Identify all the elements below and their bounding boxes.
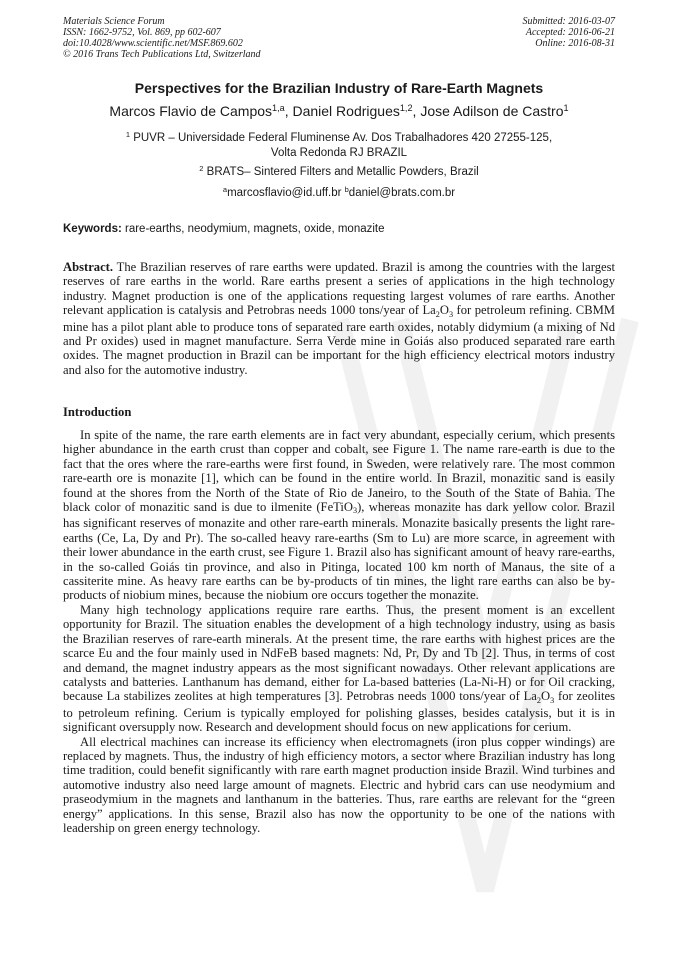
keywords-label: Keywords: — [63, 223, 122, 235]
affiliation-1 — [0, 131, 678, 160]
paragraph-text: for zeolites to petroleum refining. Cerium is typically employed for polishing glasses, besides catalysis, but it is in significant oversupply now. Research and development should focus on new applications for cerium. — [63, 689, 615, 735]
abstract — [63, 260, 615, 377]
journal-name: Materials Science Forum — [63, 16, 165, 27]
email-mark: a — [222, 185, 228, 195]
author-separator: , — [284, 103, 293, 119]
author-name: Marcos Flavio de Campos — [109, 103, 273, 119]
affiliation-text: PUVR – Universidade Federal Fluminense Av. Dos Trabalhadores 420 27255-125, — [130, 132, 553, 144]
subscript: 2 — [435, 309, 440, 319]
affiliation-text: BRATS– Sintered Filters and Metallic Powders, Brazil — [203, 166, 479, 178]
email-address: daniel@brats.com.br — [348, 187, 456, 199]
doi-line: doi:10.4028/www.scientific.net/MSF.869.602 — [63, 38, 243, 49]
author-name: Daniel Rodrigues — [292, 103, 400, 119]
affiliation-number: 2 — [199, 164, 204, 174]
abstract-text: The Brazilian reserves of rare earths were updated. Brazil is among the countries with the largest reserves of rare earths in the world. Rare earths present a series of applications in the high technology industry. Magnet production is one of the applications requesting largest volumes of rare earths. Another relevant application is catalysis and Petrobras needs 1000 tons/year of La — [63, 260, 615, 318]
subscript: 3 — [353, 506, 358, 516]
subscript: 3 — [448, 309, 454, 319]
email-mark: b — [344, 185, 349, 195]
journal-info — [63, 16, 261, 60]
author-name: Jose Adilson de Castro — [420, 103, 564, 119]
author-affiliation-mark: 1,2 — [399, 103, 413, 114]
affiliation-number: 1 — [125, 130, 131, 140]
paragraph-text: O — [540, 689, 551, 704]
submitted-date: Submitted: 2016-03-07 — [522, 16, 615, 27]
email-address: marcosflavio@id.uff.br — [227, 187, 345, 199]
section-heading-introduction: Introduction — [63, 405, 132, 419]
submission-dates — [523, 16, 616, 49]
paper-title: Perspectives for the Brazilian Industry of Rare-Earth Magnets — [134, 80, 544, 96]
paragraph-text: Many high technology applications require rare earths. Thus, the present moment is an excellent opportunity for Brazil. The situation enables the development of a high technology industry, using as basis the Brazilian reserves of rare-earth minerals. At the present time, the rare earths with highest prices are the scarce Eu and the four mainly used in NdFeB based magnets: Nd, Pr, Dy and Tb [2]. Thus, in terms of cost and demand, the magnet industry appears as the most significant nowadays. Other relevant applications are catalysts and batteries. Lanthanum has demand, either for La-based batteries (La-Ni-H) or for Oil cracking, because La stabilizes zeolites at high temperatures [3]. Petrobras needs 1000 tons/year of La — [63, 602, 615, 704]
introduction-body — [63, 428, 615, 835]
issn-line: ISSN: 1662-9752, Vol. 869, pp 602-607 — [63, 27, 221, 38]
copyright-line: © 2016 Trans Tech Publications Ltd, Switzerland — [63, 49, 261, 60]
accepted-date: Accepted: 2016-06-21 — [525, 27, 615, 38]
paragraph-text: In spite of the name, the rare earth elements are in fact very abundant, especially cerium, which presents higher abundance in the earth crust than copper and cobalt, see Figure 1. The name rare-earth is due to the fact that the ores where the rare-earths were first found, in Sweden, were relatively rare. The most common rare-earth ore is monazite [1], which can be found in the entire world. In Brazil, monazitic sand is easily found at the shores from the North of the State of Rio de Janeiro, to the South of the State of Bahia. The black color of monazitic sand is due to ilmenite (FeTiO — [63, 428, 615, 515]
abstract-label: Abstract. — [63, 260, 114, 274]
author-separator: , — [412, 103, 421, 119]
paragraph — [63, 603, 615, 735]
abstract-text: O — [439, 303, 449, 318]
keywords — [63, 223, 615, 235]
paragraph: All electrical machines can increase its efficiency when electromagnets (iron plus copper windings) are replaced by magnets. Thus, the industry of high efficiency motors, a sector where Brazilian industry has long time tradition, could benefit significantly with rare earth magnet production inside Brazil. Wind turbines and automotive industry also need large amount of magnets. Electric and hybrid cars can use neodymium and praseodymium in the magnets and lanthanum in the batteries. Thus, rare earths are relevant for the “green energy” applications. In this sense, Brazil also has now the opportunity to be one of the nations with leadership on green energy technology. — [63, 734, 615, 835]
email-line — [0, 186, 678, 201]
subscript: 3 — [550, 695, 555, 705]
author-affiliation-mark: 1 — [563, 103, 569, 114]
keywords-text: rare-earths, neodymium, magnets, oxide, monazite — [121, 223, 385, 235]
affiliation-2 — [0, 165, 678, 180]
paragraph-text: ), whereas monazite has dark yellow color. Brazil has significant reserves of monazite and other rare-earth minerals. Monazite basically presents the light rare-earths (Ce, La, Dy and Pr). The so-called heavy rare-earths (Sm to Lu) are more scarce, in agreement with their lower abundance in the earth crust, see Figure 1. Brazil also has significant amount of heavy rare-earths, in the so-called Goiás tin province, and also in Pitinga, located 100 km north of Manaus, the site of a cassiterite mine. As heavy rare earths can be by-products of tin mines, the light rare earths can also be by-products of niobium mines, because the niobium ore occurs together the monazite. — [63, 500, 615, 603]
author-affiliation-mark: 1,a — [272, 103, 285, 114]
abstract-text: for petroleum refining. CBMM mine has a pilot plant able to produce tons of separated rare earth oxides, notably didymium (a mixing of Nd and Pr oxides) used in magnet manufacture. Serra Verde mine in Goiás also produced separated rare earth oxides. The magnet production in Brazil can be important for the high efficiency electrical motors industry and also for the automotive industry. — [63, 303, 615, 377]
author-list — [0, 103, 678, 119]
paragraph — [63, 428, 615, 603]
online-date: Online: 2016-08-31 — [535, 38, 615, 49]
affiliation-text: Volta Redonda RJ BRAZIL — [270, 147, 408, 159]
subscript: 2 — [536, 695, 541, 705]
